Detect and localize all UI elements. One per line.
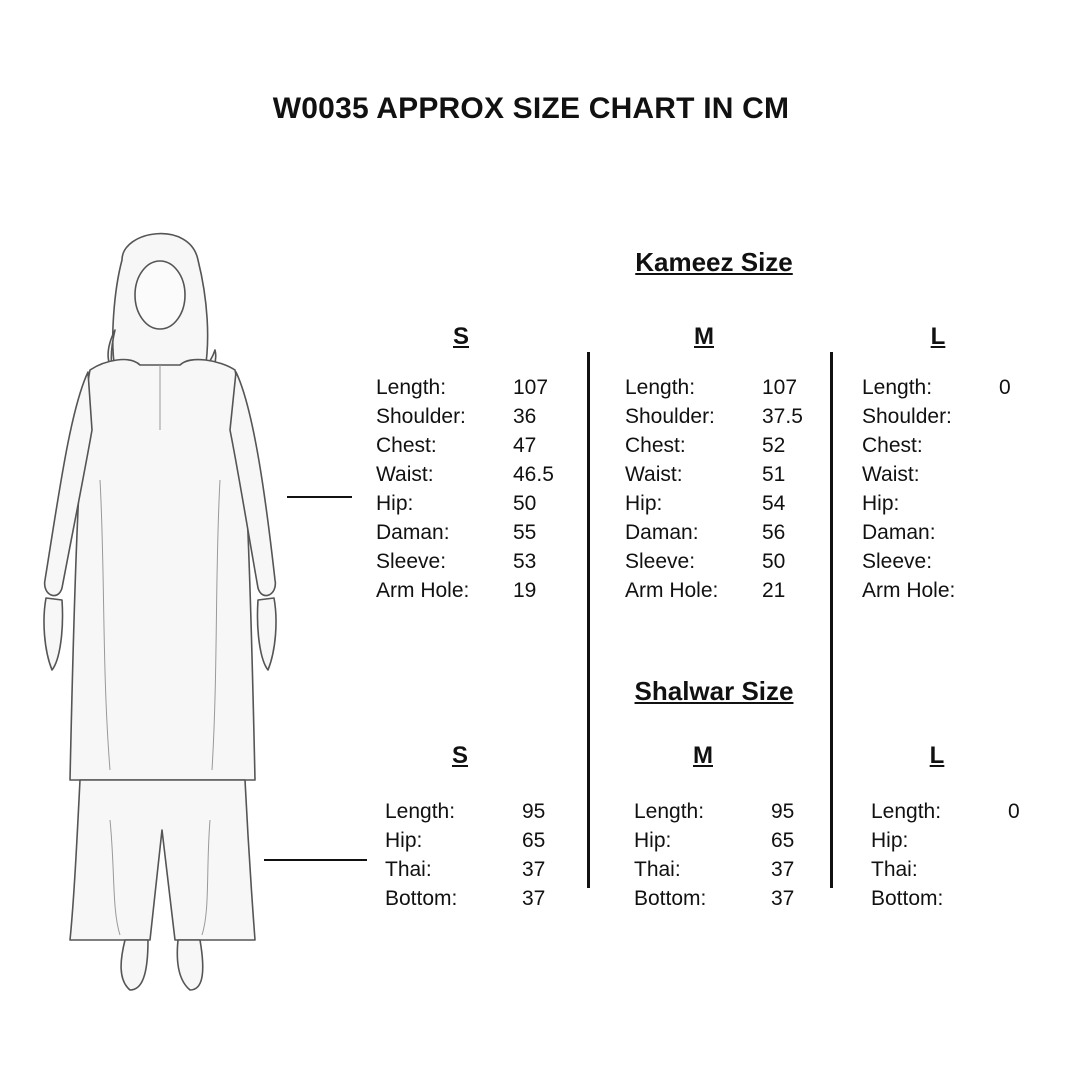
size-row xyxy=(625,489,822,518)
size-row xyxy=(871,826,1068,855)
measurement-label: Shoulder: xyxy=(625,405,715,428)
measurement-value: 53 xyxy=(513,550,537,573)
measurement-value: 0 xyxy=(999,376,1011,399)
measurement-value: 95 xyxy=(771,800,795,823)
measurement-label: Length: xyxy=(871,800,942,823)
size-row xyxy=(871,855,1068,884)
size-row xyxy=(385,826,582,855)
size-row xyxy=(385,855,582,884)
measurement-value: 50 xyxy=(762,550,786,573)
measurement-label: Waist: xyxy=(625,463,683,486)
measurement-value: 51 xyxy=(762,463,786,486)
kameez-pointer-line xyxy=(287,496,352,498)
measurement-label: Sleeve: xyxy=(625,550,696,573)
measurement-label: Daman: xyxy=(862,521,936,544)
measurement-value: 47 xyxy=(513,434,537,457)
measurement-label: Length: xyxy=(634,800,705,823)
measurement-value: 107 xyxy=(513,376,549,399)
measurement-value: 37 xyxy=(522,858,546,881)
size-row xyxy=(634,884,831,913)
measurement-label: Shoulder: xyxy=(376,405,466,428)
measurement-label: Daman: xyxy=(625,521,699,544)
measurement-value: 56 xyxy=(762,521,786,544)
shalwar-size-l-heading: L xyxy=(929,742,945,769)
measurement-label: Arm Hole: xyxy=(376,579,470,602)
measurement-value: 95 xyxy=(522,800,546,823)
size-row xyxy=(634,797,831,826)
measurement-value: 107 xyxy=(762,376,798,399)
size-row xyxy=(862,547,1059,576)
shalwar-pointer-line xyxy=(264,859,367,861)
size-row xyxy=(625,518,822,547)
kameez-size-m-heading: M xyxy=(694,323,714,350)
measurement-label: Thai: xyxy=(385,858,432,881)
size-row xyxy=(862,373,1059,402)
measurement-label: Hip: xyxy=(385,829,423,852)
measurement-value: 37 xyxy=(771,858,795,881)
measurement-label: Chest: xyxy=(376,434,437,457)
measurement-label: Hip: xyxy=(634,829,672,852)
measurement-value: 36 xyxy=(513,405,537,428)
kameez-size-s-heading: S xyxy=(452,323,469,350)
measurement-value: 0 xyxy=(1008,800,1020,823)
measurement-label: Thai: xyxy=(634,858,681,881)
size-row xyxy=(862,431,1059,460)
measurement-label: Chest: xyxy=(862,434,923,457)
size-row xyxy=(385,797,582,826)
measurement-value: 21 xyxy=(762,579,786,602)
measurement-label: Chest: xyxy=(625,434,686,457)
measurement-label: Sleeve: xyxy=(862,550,933,573)
shalwar-size-heading: Shalwar Size xyxy=(634,676,794,706)
measurement-value: 65 xyxy=(522,829,546,852)
measurement-label: Waist: xyxy=(376,463,434,486)
measurement-value: 37.5 xyxy=(762,405,803,428)
measurement-value: 55 xyxy=(513,521,537,544)
measurement-label: Bottom: xyxy=(385,887,458,910)
measurement-value: 65 xyxy=(771,829,795,852)
shalwar-size-s-heading: S xyxy=(451,742,468,769)
measurement-value: 37 xyxy=(522,887,546,910)
size-row xyxy=(862,460,1059,489)
measurement-label: Length: xyxy=(862,376,933,399)
measurement-value: 19 xyxy=(513,579,537,602)
size-row xyxy=(385,884,582,913)
measurement-label: Length: xyxy=(385,800,456,823)
measurement-label: Hip: xyxy=(862,492,900,515)
measurement-value: 50 xyxy=(513,492,537,515)
measurement-label: Arm Hole: xyxy=(862,579,956,602)
size-row xyxy=(376,431,573,460)
measurement-label: Bottom: xyxy=(871,887,944,910)
measurement-label: Shoulder: xyxy=(862,405,952,428)
measurement-label: Waist: xyxy=(862,463,920,486)
size-row xyxy=(862,489,1059,518)
measurement-label: Daman: xyxy=(376,521,450,544)
kameez-size-heading: Kameez Size xyxy=(635,247,793,277)
garment-figure-illustration xyxy=(30,220,290,1000)
size-row xyxy=(376,373,573,402)
size-row xyxy=(625,576,822,605)
measurement-value: 46.5 xyxy=(513,463,554,486)
page-title: W0035 APPROX SIZE CHART IN CM xyxy=(272,92,790,125)
size-row xyxy=(634,826,831,855)
measurement-label: Sleeve: xyxy=(376,550,447,573)
size-row xyxy=(625,373,822,402)
size-row xyxy=(376,576,573,605)
size-row xyxy=(862,402,1059,431)
measurement-label: Length: xyxy=(625,376,696,399)
size-row xyxy=(376,460,573,489)
size-row xyxy=(862,518,1059,547)
size-row xyxy=(625,547,822,576)
size-row xyxy=(376,402,573,431)
size-row xyxy=(625,460,822,489)
measurement-value: 52 xyxy=(762,434,786,457)
measurement-label: Thai: xyxy=(871,858,918,881)
size-row xyxy=(625,431,822,460)
column-divider-1 xyxy=(587,352,590,888)
size-row xyxy=(376,518,573,547)
size-row xyxy=(376,489,573,518)
measurement-label: Hip: xyxy=(871,829,909,852)
size-row xyxy=(871,797,1068,826)
measurement-label: Length: xyxy=(376,376,447,399)
size-row xyxy=(625,402,822,431)
size-row xyxy=(376,547,573,576)
size-row xyxy=(871,884,1068,913)
kameez-size-l-heading: L xyxy=(930,323,946,350)
size-row xyxy=(862,576,1059,605)
measurement-label: Hip: xyxy=(376,492,414,515)
size-row xyxy=(634,855,831,884)
measurement-label: Hip: xyxy=(625,492,663,515)
measurement-value: 54 xyxy=(762,492,786,515)
measurement-value: 37 xyxy=(771,887,795,910)
measurement-label: Arm Hole: xyxy=(625,579,719,602)
measurement-label: Bottom: xyxy=(634,887,707,910)
shalwar-size-m-heading: M xyxy=(693,742,713,769)
